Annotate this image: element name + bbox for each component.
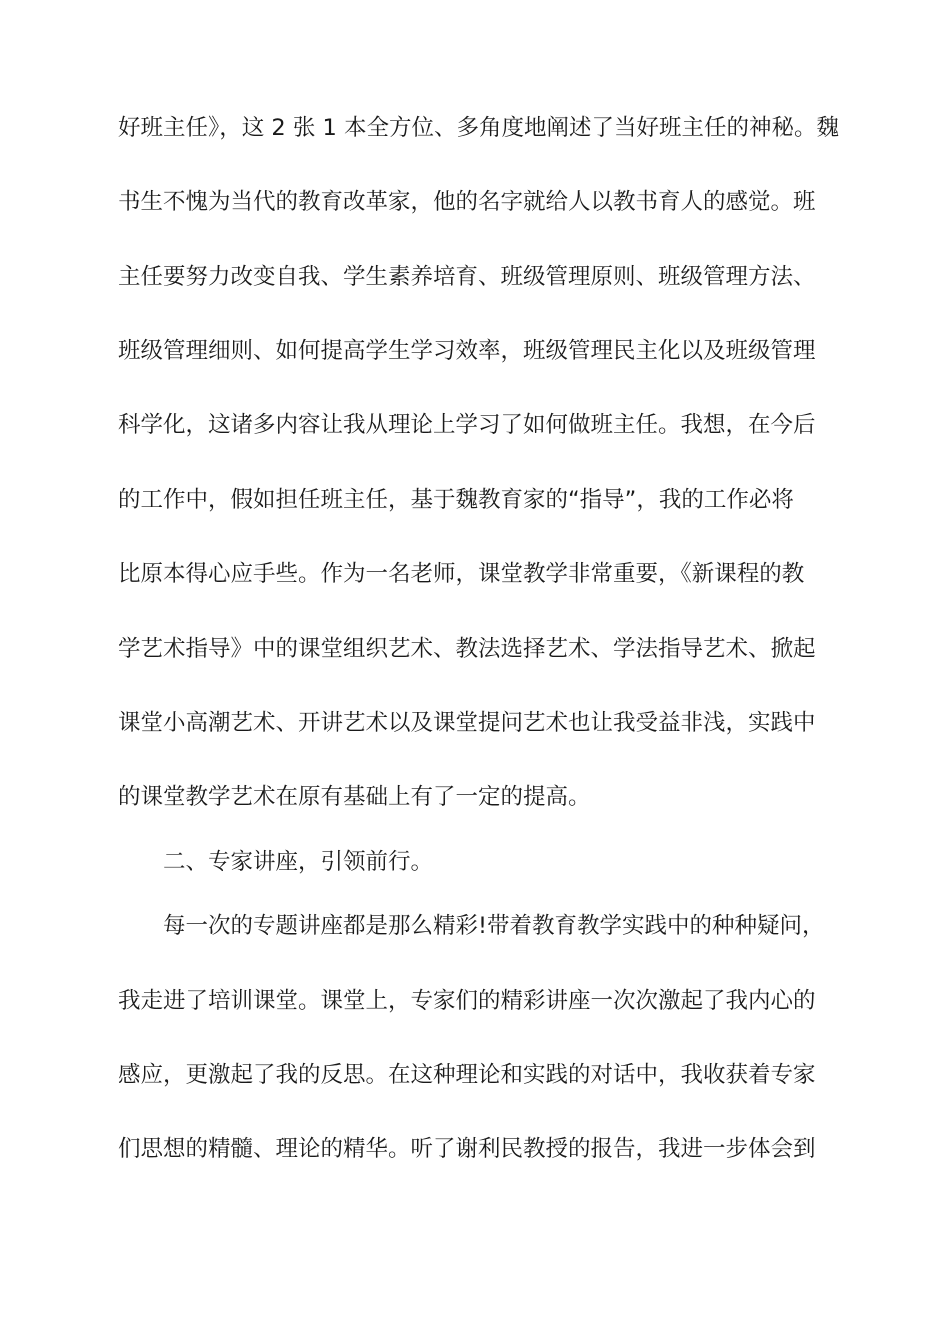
body-text-line: 们思想的精髓、理论的精华。听了谢利民教授的报告，我进一步体会到 [118,1136,816,1162]
body-text-line: 科学化，这诸多内容让我从理论上学习了如何做班主任。我想，在今后 [118,412,816,438]
body-text-line: 我走进了培训课堂。课堂上，专家们的精彩讲座一次次激起了我内心的 [118,988,816,1014]
body-text-line: 的课堂教学艺术在原有基础上有了一定的提高。 [118,784,591,810]
body-text-line: 课堂小高潮艺术、开讲艺术以及课堂提问艺术也让我受益非浅，实践中 [118,710,816,736]
section-heading: 二、专家讲座，引领前行。 [163,849,434,875]
body-text-line: 班级管理细则、如何提高学生学习效率，班级管理民主化以及班级管理 [118,338,816,364]
body-text-line: 的工作中，假如担任班主任，基于魏教育家的“指导”，我的工作必将 [118,487,794,513]
body-text-line: 比原本得心应手些。作为一名老师，课堂教学非常重要，《新课程的教 [118,561,805,587]
body-text-line: 好班主任》，这 2 张 1 本全方位、多角度地阐述了当好班主任的神秘。魏 [118,115,839,141]
body-text-line: 学艺术指导》中的课堂组织艺术、教法选择艺术、学法指导艺术、掀起 [118,636,816,662]
paragraph-first-line: 每一次的专题讲座都是那么精彩!带着教育教学实践中的种种疑问， [163,913,825,939]
body-text-line: 书生不愧为当代的教育改革家，他的名字就给人以教书育人的感觉。班 [118,189,816,215]
body-text-line: 主任要努力改变自我、学生素养培育、班级管理原则、班级管理方法、 [118,264,816,290]
body-text-line: 感应，更激起了我的反思。在这种理论和实践的对话中，我收获着专家 [118,1062,816,1088]
